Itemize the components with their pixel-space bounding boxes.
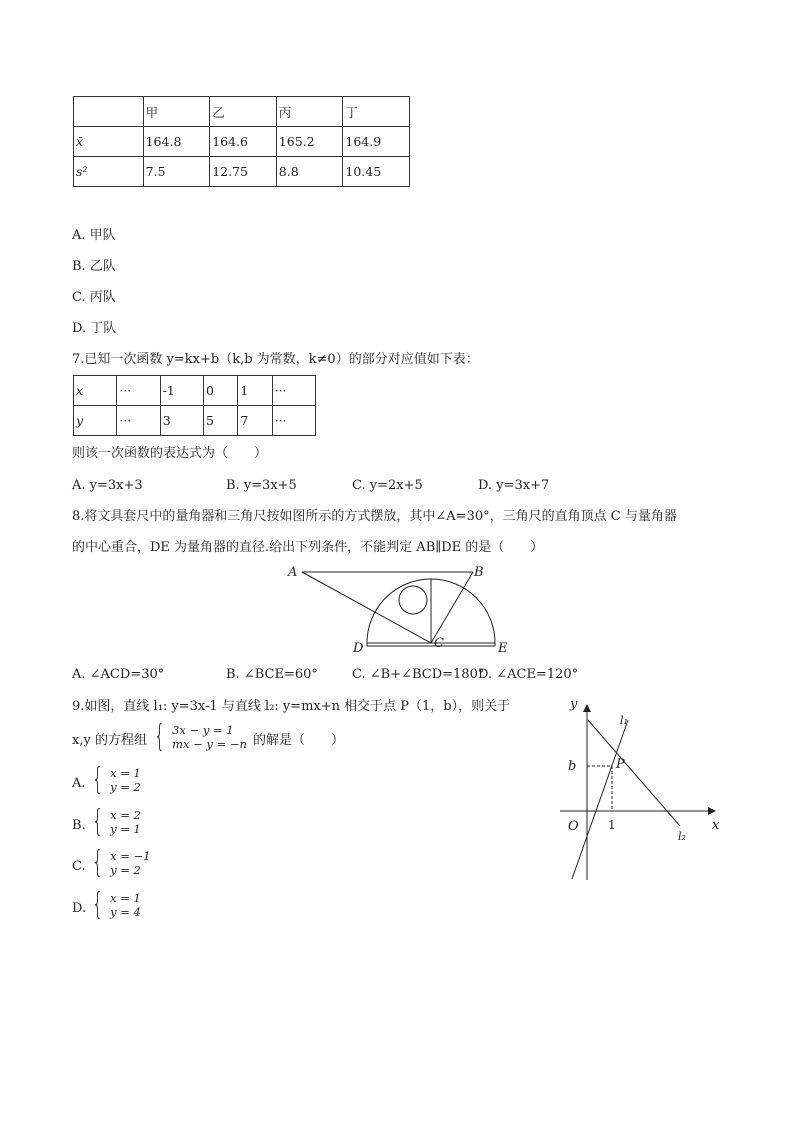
p-label: P bbox=[616, 757, 625, 772]
table-cell: 甲 bbox=[143, 97, 210, 127]
table-row bbox=[74, 406, 316, 436]
option-c: C. 丙队 bbox=[72, 290, 116, 305]
option-b: B. y=3x+5 bbox=[226, 478, 297, 493]
table-cell: 3 bbox=[160, 406, 203, 436]
protractor-hole bbox=[399, 586, 427, 614]
option-b-system bbox=[88, 804, 141, 839]
question-9-stem-line1: 9.如图，直线 l₁: y=3x-1 与直线 l₂: y=mx+n 相交于点 P（1，b），则关于 bbox=[72, 699, 511, 714]
equation: x = −1 bbox=[110, 849, 151, 863]
table-cell: 164.6 bbox=[210, 127, 277, 157]
question-7-prompt: 则该一次函数的表达式为（ ） bbox=[72, 446, 268, 461]
equation: x = 1 bbox=[110, 891, 141, 905]
table-cell: s² bbox=[74, 157, 144, 187]
label-d: D bbox=[353, 641, 364, 656]
table-cell: x̄ bbox=[74, 127, 144, 157]
tick-label-1: 1 bbox=[608, 818, 616, 832]
brace-icon: { bbox=[91, 804, 104, 839]
table-row bbox=[74, 97, 410, 127]
option-c: C. y=2x+5 bbox=[352, 478, 423, 493]
table-cell: 0 bbox=[204, 376, 238, 406]
table-cell: -1 bbox=[160, 376, 203, 406]
b-label: b bbox=[568, 759, 577, 774]
question-7-stem: 7.已知一次函数 y=kx+b（k,b 为常数，k≠0）的部分对应值如下表： bbox=[72, 352, 479, 367]
equation: y = 2 bbox=[110, 863, 141, 877]
table-cell: ··· bbox=[272, 376, 315, 406]
option-c: C. ∠B+∠BCD=180° bbox=[352, 667, 485, 682]
origin-label: O bbox=[568, 819, 579, 834]
table-cell: 165.2 bbox=[276, 127, 343, 157]
table-cell: 12.75 bbox=[210, 157, 277, 187]
value-table bbox=[73, 375, 316, 436]
option-d: D. y=3x+7 bbox=[478, 478, 550, 493]
option-label: C. bbox=[72, 859, 86, 874]
protractor-triangle-figure bbox=[280, 560, 520, 660]
option-b: B. 乙队 bbox=[72, 259, 116, 274]
equation: x = 2 bbox=[110, 808, 141, 822]
equation: y = 4 bbox=[110, 905, 141, 919]
table-cell: 丁 bbox=[343, 97, 410, 127]
option-a-system bbox=[88, 762, 141, 797]
line-intersection-graph bbox=[550, 690, 730, 885]
brace-icon: { bbox=[153, 719, 166, 754]
line-l1 bbox=[572, 720, 628, 879]
question-8-stem-line2: 的中心重合，DE 为量角器的直径.给出下列条件，不能判定 AB∥DE 的是（ ） bbox=[72, 540, 544, 555]
equation-system bbox=[150, 719, 247, 754]
line-l2 bbox=[588, 720, 680, 826]
table-cell: 164.8 bbox=[143, 127, 210, 157]
table-cell: ··· bbox=[272, 406, 315, 436]
option-a: A. ∠ACD=30° bbox=[72, 667, 165, 682]
option-b: B. ∠BCE=60° bbox=[226, 667, 318, 682]
table-cell: ··· bbox=[117, 406, 160, 436]
table-cell bbox=[74, 97, 144, 127]
l2-label: l₂ bbox=[678, 830, 686, 843]
table-cell: 8.8 bbox=[276, 157, 343, 187]
segment-ac bbox=[302, 572, 431, 643]
brace-icon: { bbox=[91, 887, 104, 922]
equation: 3x − y = 1 bbox=[172, 723, 234, 737]
table-cell: y bbox=[74, 406, 117, 436]
label-e: E bbox=[498, 641, 508, 656]
table-cell: x bbox=[74, 376, 117, 406]
label-b: B bbox=[474, 565, 484, 580]
option-d-system bbox=[88, 887, 141, 922]
l1-label: l₁ bbox=[620, 714, 628, 727]
question-9-stem-line2-post: 的解是（ ） bbox=[253, 733, 345, 748]
equation: mx − y = −n bbox=[172, 737, 247, 751]
option-a: A. y=3x+3 bbox=[72, 478, 143, 493]
equation: y = 2 bbox=[110, 780, 141, 794]
option-a: A. 甲队 bbox=[72, 228, 116, 243]
brace-icon: { bbox=[91, 845, 104, 880]
x-axis-label: x bbox=[712, 818, 720, 833]
table-row bbox=[74, 127, 410, 157]
option-label: B. bbox=[72, 818, 86, 833]
table-row bbox=[74, 376, 316, 406]
question-9-stem-line2-pre: x,y 的方程组 bbox=[72, 733, 147, 748]
equation: x = 1 bbox=[110, 766, 141, 780]
option-c-system bbox=[88, 845, 151, 880]
stats-table bbox=[73, 96, 410, 187]
table-cell: 丙 bbox=[276, 97, 343, 127]
table-cell: 乙 bbox=[210, 97, 277, 127]
table-row bbox=[74, 157, 410, 187]
brace-icon: { bbox=[91, 762, 104, 797]
table-cell: 7 bbox=[238, 406, 272, 436]
label-c: C bbox=[434, 636, 444, 651]
option-label: A. bbox=[72, 776, 86, 791]
option-d: D. 丁队 bbox=[72, 321, 117, 336]
table-cell: 5 bbox=[204, 406, 238, 436]
table-cell: ··· bbox=[117, 376, 160, 406]
table-cell: 10.45 bbox=[343, 157, 410, 187]
option-label: D. bbox=[72, 901, 87, 916]
label-a: A bbox=[288, 565, 298, 580]
question-8-stem-line1: 8.将文具套尺中的量角器和三角尺按如图所示的方式摆放，其中∠A=30°，三角尺的直角顶点 C 与量角器 bbox=[72, 509, 677, 524]
table-cell: 7.5 bbox=[143, 157, 210, 187]
equation: y = 1 bbox=[110, 822, 141, 836]
table-cell: 1 bbox=[238, 376, 272, 406]
option-d: D. ∠ACE=120° bbox=[478, 667, 579, 682]
y-axis-label: y bbox=[570, 697, 578, 712]
table-cell: 164.9 bbox=[343, 127, 410, 157]
